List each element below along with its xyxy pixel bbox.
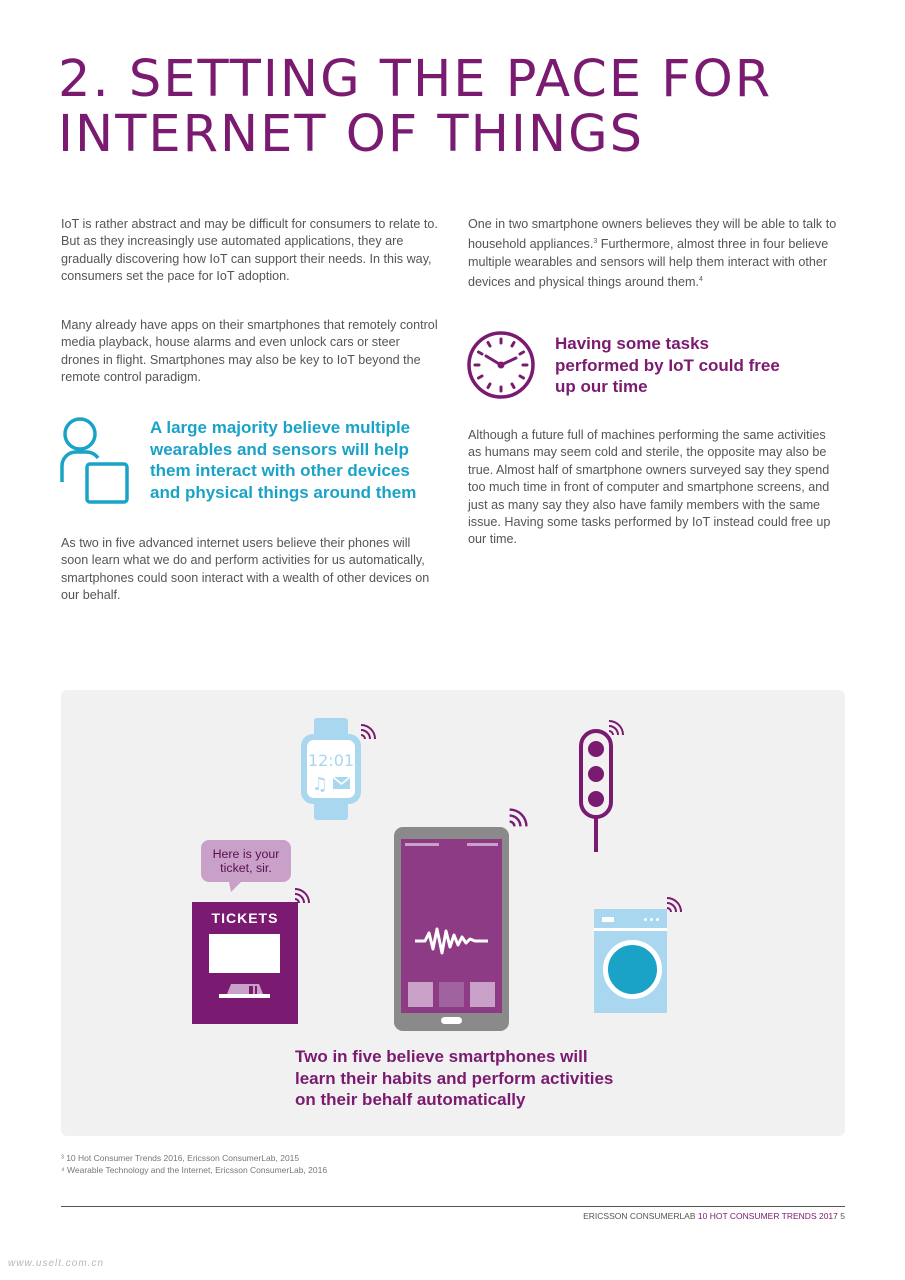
- ticket-machine-wifi-icon: [292, 886, 312, 906]
- footnote-ref-3: 3: [593, 238, 598, 246]
- page-title: [58, 52, 858, 162]
- left-paragraph-3: As two in five advanced internet users believe their phones will soon learn what we do and perform activities for us automatically, smartphones could soon interact with a wealth of other devices on our behalf.: [61, 536, 430, 603]
- traffic-light-wifi-icon: [606, 718, 626, 738]
- ticket-slot: [219, 984, 270, 1000]
- bubble-line-2: ticket, sir.: [220, 861, 272, 875]
- tickets-label: TICKETS: [211, 910, 279, 926]
- footnote-4: ⁴ Wearable Technology and the Internet, Ericsson ConsumerLab, 2016: [61, 1165, 328, 1175]
- watermark: www.uselt.com.cn: [8, 1258, 105, 1269]
- watch-wifi-icon: [358, 722, 378, 742]
- bubble-line-1: Here is your: [212, 847, 280, 861]
- ticket-machine: [192, 902, 298, 1024]
- footer-report-title: 10 HOT CONSUMER TRENDS 2017: [697, 1211, 838, 1221]
- right-paragraph-2: Although a future full of machines performing the same activities as humans may seem cold and sterile, the opposite may also be true. Almost half of smartphone owners surveyed say they spend too much time in front of computer and smartphone screens, and just as many say they also have family members with the same issue. Having some tasks performed by IoT instead could free up our time.: [468, 428, 831, 547]
- person-device-icon: [58, 414, 130, 506]
- smartphone-wifi-icon: [506, 806, 530, 830]
- page-title-line-2: INTERNET OF THINGS: [58, 105, 645, 164]
- left-paragraph-2: Many already have apps on their smartphones that remotely control media playback, house alarms and even unlock cars or steer drones in flight. Smartphones may also be key to IoT beyond the remote control paradigm.: [61, 318, 438, 385]
- illustration-caption: Two in five believe smartphones will learn their habits and perform activities on their behalf automatically: [295, 1047, 614, 1109]
- smartphone: [394, 827, 509, 1031]
- left-paragraph-1: IoT is rather abstract and may be difficult for consumers to relate to. But as they increasingly use automated applications, they are gradually discovering how IoT can support their needs. In this way, consumers set the pace for IoT adoption.: [61, 217, 438, 284]
- home-button: [441, 1017, 462, 1024]
- right-pull-quote: Having some tasks performed by IoT could free up our time: [555, 334, 780, 396]
- right-paragraph-1: [468, 216, 838, 292]
- clock-icon: [466, 330, 536, 400]
- smartphone-screen: [401, 839, 502, 1013]
- watch-time-text: 12:01: [307, 751, 355, 770]
- footer-brand: ERICSSON CONSUMERLAB: [583, 1211, 696, 1221]
- footer: [583, 1211, 845, 1221]
- page-number: 5: [840, 1211, 845, 1221]
- footer-rule: [61, 1206, 845, 1207]
- right-paragraph-1-part-b: Furthermore, almost three in four believe multiple wearables and sensors will help them interact with other devices and physical things around them.: [468, 237, 829, 290]
- footnote-ref-4: 4: [699, 276, 703, 284]
- washing-machine: [594, 909, 667, 1013]
- washing-machine-wifi-icon: [664, 895, 684, 915]
- page-title-line-1: 2. SETTING THE PACE FOR: [58, 50, 773, 109]
- right-paragraph-1-part-a: One in two smartphone owners believes they will be able to talk to household appliances.: [468, 217, 837, 252]
- sound-wave-icon: [415, 925, 488, 955]
- traffic-light: [578, 728, 614, 854]
- left-pull-quote: A large majority believe multiple wearables and sensors will help them interact with other devices and physical things around them: [150, 418, 417, 502]
- ticket-machine-screen: [209, 934, 280, 973]
- svg-text:♫: ♫: [311, 774, 329, 795]
- footnote-3: ³ 10 Hot Consumer Trends 2016, Ericsson ConsumerLab, 2015: [61, 1153, 300, 1163]
- washing-machine-door: [603, 940, 662, 999]
- footnotes: [61, 1152, 561, 1176]
- speech-bubble: [201, 840, 291, 892]
